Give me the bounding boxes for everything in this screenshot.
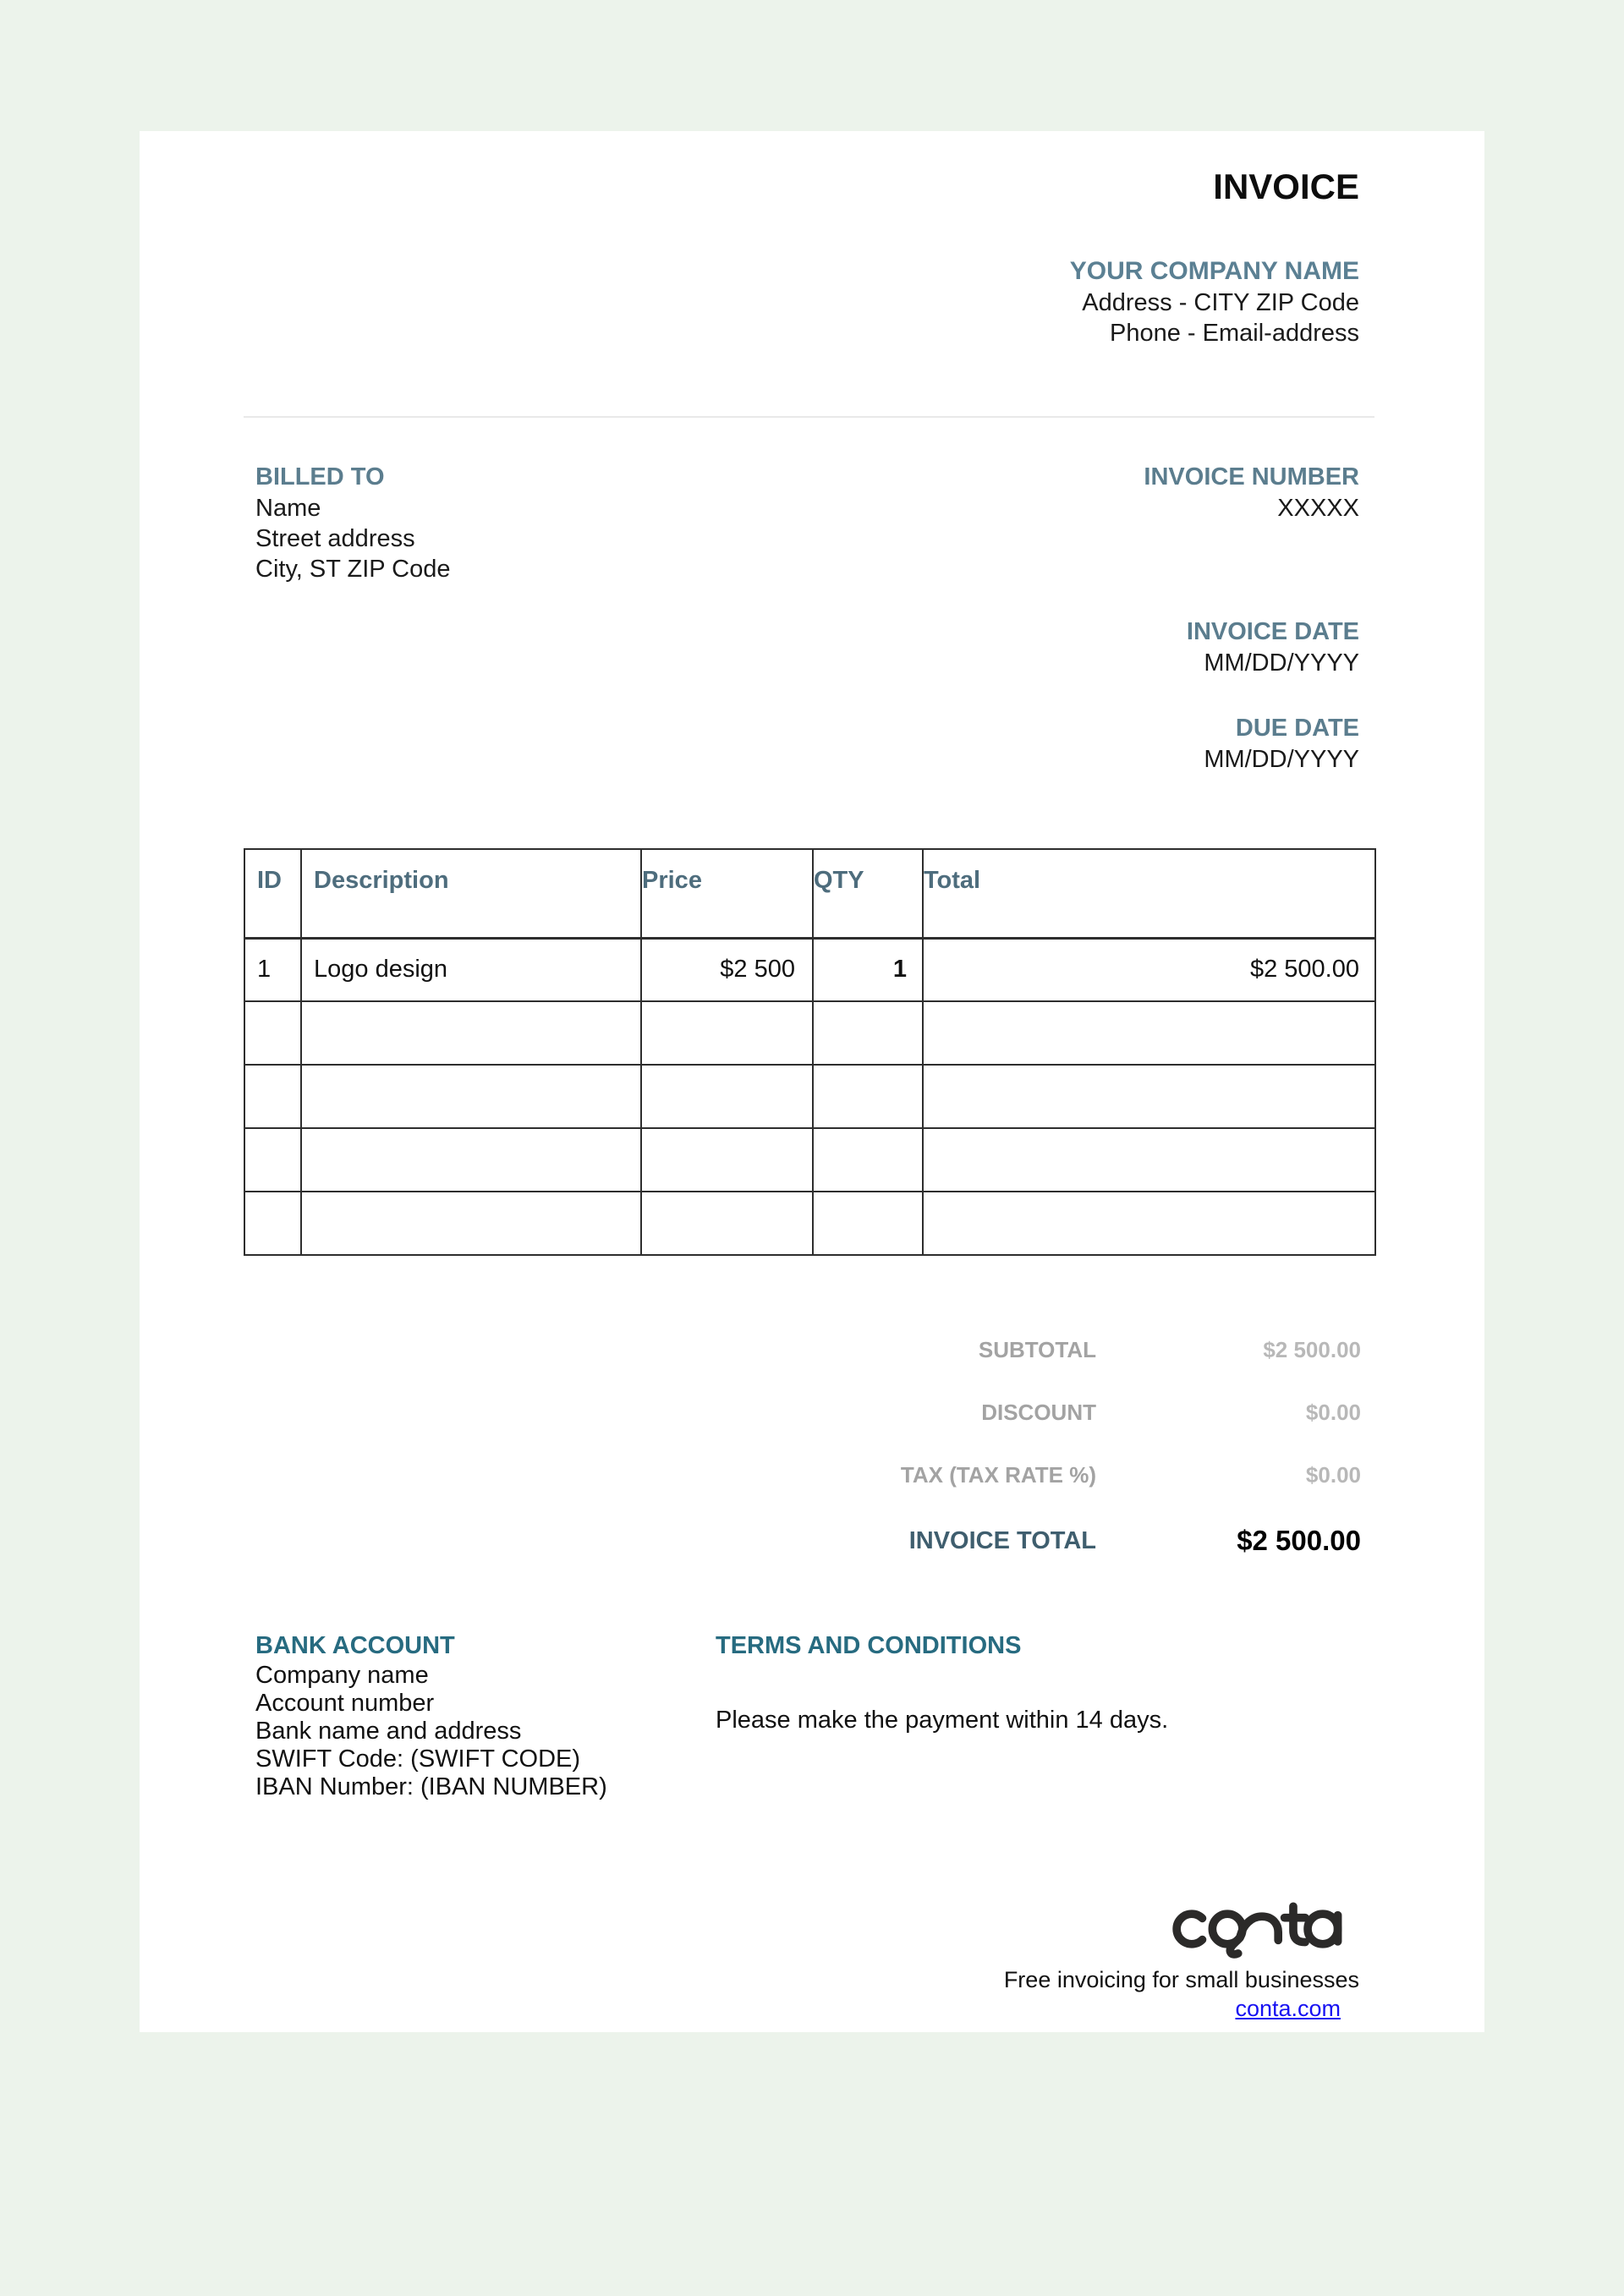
cell-description xyxy=(301,1192,641,1255)
header-divider xyxy=(244,416,1374,418)
table-row xyxy=(244,1128,1375,1192)
bank-line-account: Account number xyxy=(255,1690,435,1717)
invoice-number-label: INVOICE NUMBER xyxy=(1144,463,1359,490)
billed-to-block xyxy=(244,461,450,775)
header-cell-description: Description xyxy=(301,849,641,938)
tax-row xyxy=(244,1461,1374,1488)
cell-qty xyxy=(813,1065,923,1128)
cell-price xyxy=(641,1192,813,1255)
cell-description xyxy=(301,1001,641,1065)
bank-line-iban: IBAN Number: (IBAN NUMBER) xyxy=(255,1773,607,1800)
due-date-block xyxy=(1144,712,1359,775)
subtotal-value: $2 500.00 xyxy=(1263,1337,1361,1362)
company-name: YOUR COMPANY NAME xyxy=(1069,257,1359,285)
items-table xyxy=(244,848,1376,1256)
bank-line-bankname: Bank name and address xyxy=(255,1718,522,1745)
terms-label: TERMS AND CONDITIONS xyxy=(716,1632,1022,1659)
invoice-date-block xyxy=(1144,616,1359,678)
cell-id xyxy=(244,1192,301,1255)
conta-logo xyxy=(1165,1896,1347,1962)
bank-account-label: BANK ACCOUNT xyxy=(255,1632,455,1659)
cell-qty xyxy=(813,1192,923,1255)
discount-value: $0.00 xyxy=(1305,1400,1361,1425)
company-contact: Phone - Email-address xyxy=(1110,320,1359,347)
invoice-number-value: XXXXX xyxy=(1277,495,1359,522)
cell-total xyxy=(923,1065,1375,1128)
table-row xyxy=(244,1001,1375,1065)
invoice-meta-block xyxy=(1144,461,1374,775)
cell-price: $2 500 xyxy=(641,938,813,1001)
invoice-page xyxy=(140,131,1484,2032)
cell-total: $2 500.00 xyxy=(923,938,1375,1001)
invoice-number-block xyxy=(1144,461,1359,523)
invoice-date-value: MM/DD/YYYY xyxy=(1204,649,1359,677)
cell-price xyxy=(641,1001,813,1065)
header-cell-qty: QTY xyxy=(813,849,923,938)
footer-link[interactable]: conta.com xyxy=(1235,1996,1341,2021)
cell-price xyxy=(641,1128,813,1192)
billed-to-street: Street address xyxy=(255,525,415,552)
summary-block xyxy=(244,1336,1374,1558)
footer-block xyxy=(244,1896,1374,2023)
cell-qty xyxy=(813,1001,923,1065)
invoice-date-label: INVOICE DATE xyxy=(1186,618,1359,645)
billed-to-city: City, ST ZIP Code xyxy=(255,556,451,583)
items-table-header-row xyxy=(244,849,1375,938)
due-date-value: MM/DD/YYYY xyxy=(1204,746,1359,773)
table-row xyxy=(244,938,1375,1001)
meta-row xyxy=(244,461,1374,775)
header-cell-price: Price xyxy=(641,849,813,938)
billed-to-label: BILLED TO xyxy=(255,463,385,490)
due-date-label: DUE DATE xyxy=(1235,715,1359,742)
invoice-total-label: INVOICE TOTAL xyxy=(908,1527,1096,1554)
cell-id xyxy=(244,1065,301,1128)
invoice-header xyxy=(244,131,1374,348)
cell-description xyxy=(301,1128,641,1192)
conta-logo-icon xyxy=(1165,1896,1347,1962)
invoice-total-row xyxy=(244,1524,1374,1558)
invoice-title: INVOICE xyxy=(1213,167,1359,206)
footer-tagline: Free invoicing for small businesses xyxy=(1003,1967,1359,1992)
terms-block xyxy=(716,1630,1374,1801)
company-address: Address - CITY ZIP Code xyxy=(1082,289,1359,316)
cell-qty: 1 xyxy=(813,938,923,1001)
cell-id xyxy=(244,1001,301,1065)
discount-label: DISCOUNT xyxy=(981,1400,1096,1425)
header-cell-total: Total xyxy=(923,849,1375,938)
cell-qty xyxy=(813,1128,923,1192)
cell-description: Logo design xyxy=(301,938,641,1001)
bank-account-block xyxy=(244,1630,716,1801)
bank-terms-row xyxy=(244,1630,1374,1801)
discount-row xyxy=(244,1399,1374,1426)
cell-price xyxy=(641,1065,813,1128)
table-row xyxy=(244,1192,1375,1255)
terms-text: Please make the payment within 14 days. xyxy=(716,1707,1169,1734)
bank-line-company: Company name xyxy=(255,1662,429,1689)
invoice-total-value: $2 500.00 xyxy=(1237,1525,1361,1556)
subtotal-row xyxy=(244,1336,1374,1363)
billed-to-name: Name xyxy=(255,495,321,522)
bank-line-swift: SWIFT Code: (SWIFT CODE) xyxy=(255,1745,581,1773)
cell-total xyxy=(923,1128,1375,1192)
tax-value: $0.00 xyxy=(1305,1462,1361,1488)
subtotal-label: SUBTOTAL xyxy=(978,1337,1096,1362)
header-cell-id: ID xyxy=(244,849,301,938)
tax-label: TAX (TAX RATE %) xyxy=(900,1462,1096,1488)
table-row xyxy=(244,1065,1375,1128)
cell-total xyxy=(923,1192,1375,1255)
cell-id: 1 xyxy=(244,938,301,1001)
cell-total xyxy=(923,1001,1375,1065)
cell-description xyxy=(301,1065,641,1128)
cell-id xyxy=(244,1128,301,1192)
